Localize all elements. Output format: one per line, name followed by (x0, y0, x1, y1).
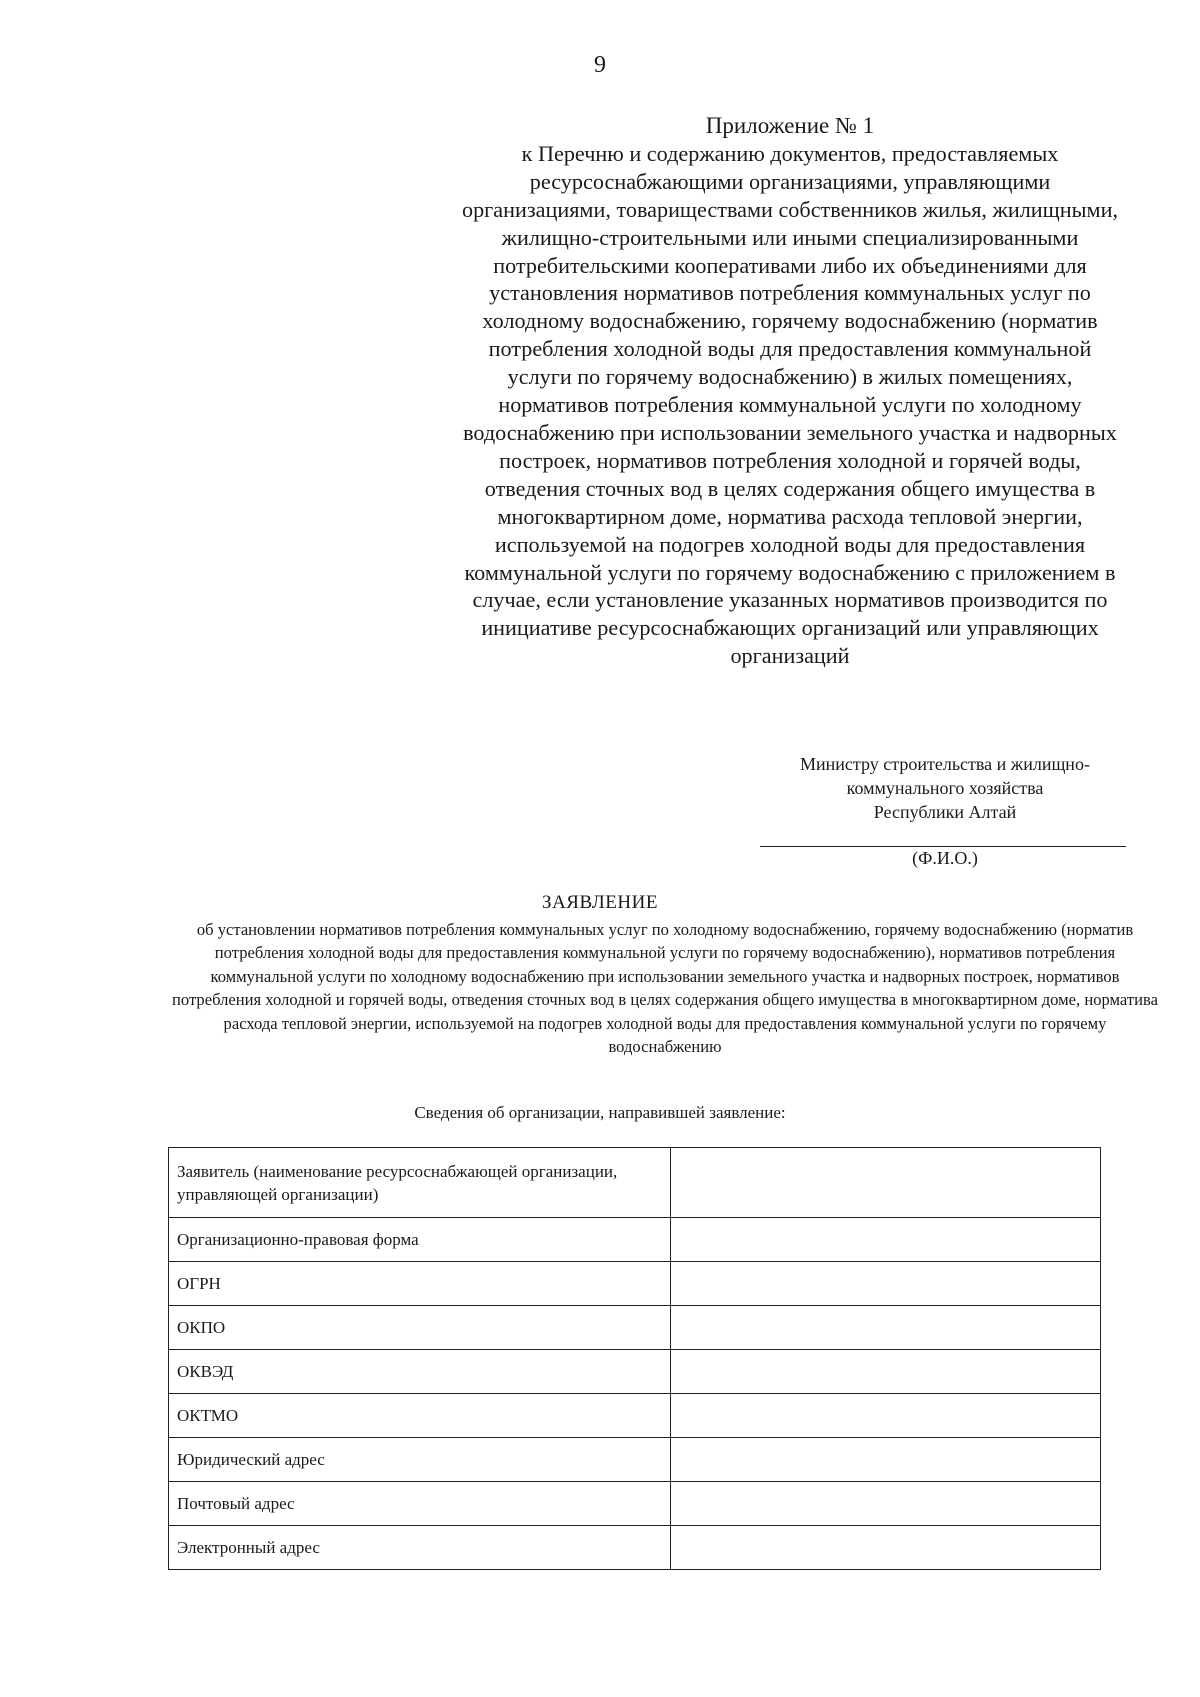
row-value[interactable] (671, 1306, 1101, 1350)
row-value[interactable] (671, 1526, 1101, 1570)
addressee-line: Республики Алтай (873, 802, 1017, 822)
table-row (169, 1394, 1101, 1438)
table-row (169, 1526, 1101, 1570)
addressee-line: коммунального хозяйства (846, 778, 1044, 798)
row-value[interactable] (671, 1350, 1101, 1394)
fio-label: (Ф.И.О.) (912, 848, 978, 868)
appendix-block (455, 112, 1125, 670)
row-label: Организационно-правовая форма (169, 1218, 671, 1262)
row-label: ОГРН (169, 1262, 671, 1306)
table-row (169, 1350, 1101, 1394)
row-value[interactable] (671, 1394, 1101, 1438)
row-label: Юридический адрес (169, 1438, 671, 1482)
table-row (169, 1218, 1101, 1262)
addressee-line: Министру строительства и жилищно- (800, 754, 1090, 774)
row-value[interactable] (671, 1148, 1101, 1218)
table-row (169, 1148, 1101, 1218)
table-row (169, 1306, 1101, 1350)
row-label: ОКПО (169, 1306, 671, 1350)
row-label: Почтовый адрес (169, 1482, 671, 1526)
row-value[interactable] (671, 1438, 1101, 1482)
appendix-title: Приложение № 1 (705, 113, 875, 138)
org-info-caption: Сведения об организации, направившей заявление: (414, 1103, 786, 1122)
page-number: 9 (594, 52, 606, 78)
appendix-text: к Перечню и содержанию документов, предоставляемых ресурсоснабжающими организациями, управляющими организациями, товариществами собственников жилья, жилищными, жилищно-строительными или иными специализированными потребительскими кооперативами либо их объединениями для установления нормативов потребления коммунальных услуг по холодному водоснабжению, горячему водоснабжению (норматив потребления холодной воды для предоставления коммунальной услуги по горячему водоснабжению) в жилых помещениях, нормативов потребления коммунальной услуги по холодному водоснабжению при использовании земельного участка и надворных построек, нормативов потребления холодной и горячей воды, отведения сточных вод в целях содержания общего имущества в многоквартирном доме, норматива расхода тепловой энергии, используемой на подогрев холодной воды для предоставления коммунальной услуги по горячему водоснабжению с приложением в случае, если установление указанных нормативов производится по инициативе ресурсоснабжающих организаций или управляющих организаций (461, 140, 1118, 669)
row-value[interactable] (671, 1218, 1101, 1262)
fio-signature-line (760, 846, 1126, 847)
table-row (169, 1438, 1101, 1482)
row-value[interactable] (671, 1262, 1101, 1306)
row-label: Электронный адрес (169, 1526, 671, 1570)
row-label: ОКТМО (169, 1394, 671, 1438)
statement-body: об установлении нормативов потребления коммунальных услуг по холодному водоснабжению, горячему водоснабжению (норматив потребления холодной воды для предоставления коммунальной услуги по горячему водоснабжению), нормативов потребления коммунальной услуги по холодному водоснабжению при использовании земельного участка и надворных построек, нормативов потребления холодной и горячей воды, отведения сточных вод в целях содержания общего имущества в многоквартирном доме, норматива расхода тепловой энергии, используемой на подогрев холодной воды для предоставления коммунальной услуги по горячему водоснабжению (172, 920, 1158, 1057)
row-label: ОКВЭД (169, 1350, 671, 1394)
table-row (169, 1482, 1101, 1526)
addressee-block (760, 752, 1130, 824)
org-info-table (168, 1147, 1101, 1570)
row-label: Заявитель (наименование ресурсоснабжающей организации, управляющей организации) (169, 1148, 671, 1218)
table-row (169, 1262, 1101, 1306)
statement-title: ЗАЯВЛЕНИЕ (542, 892, 658, 913)
row-value[interactable] (671, 1482, 1101, 1526)
